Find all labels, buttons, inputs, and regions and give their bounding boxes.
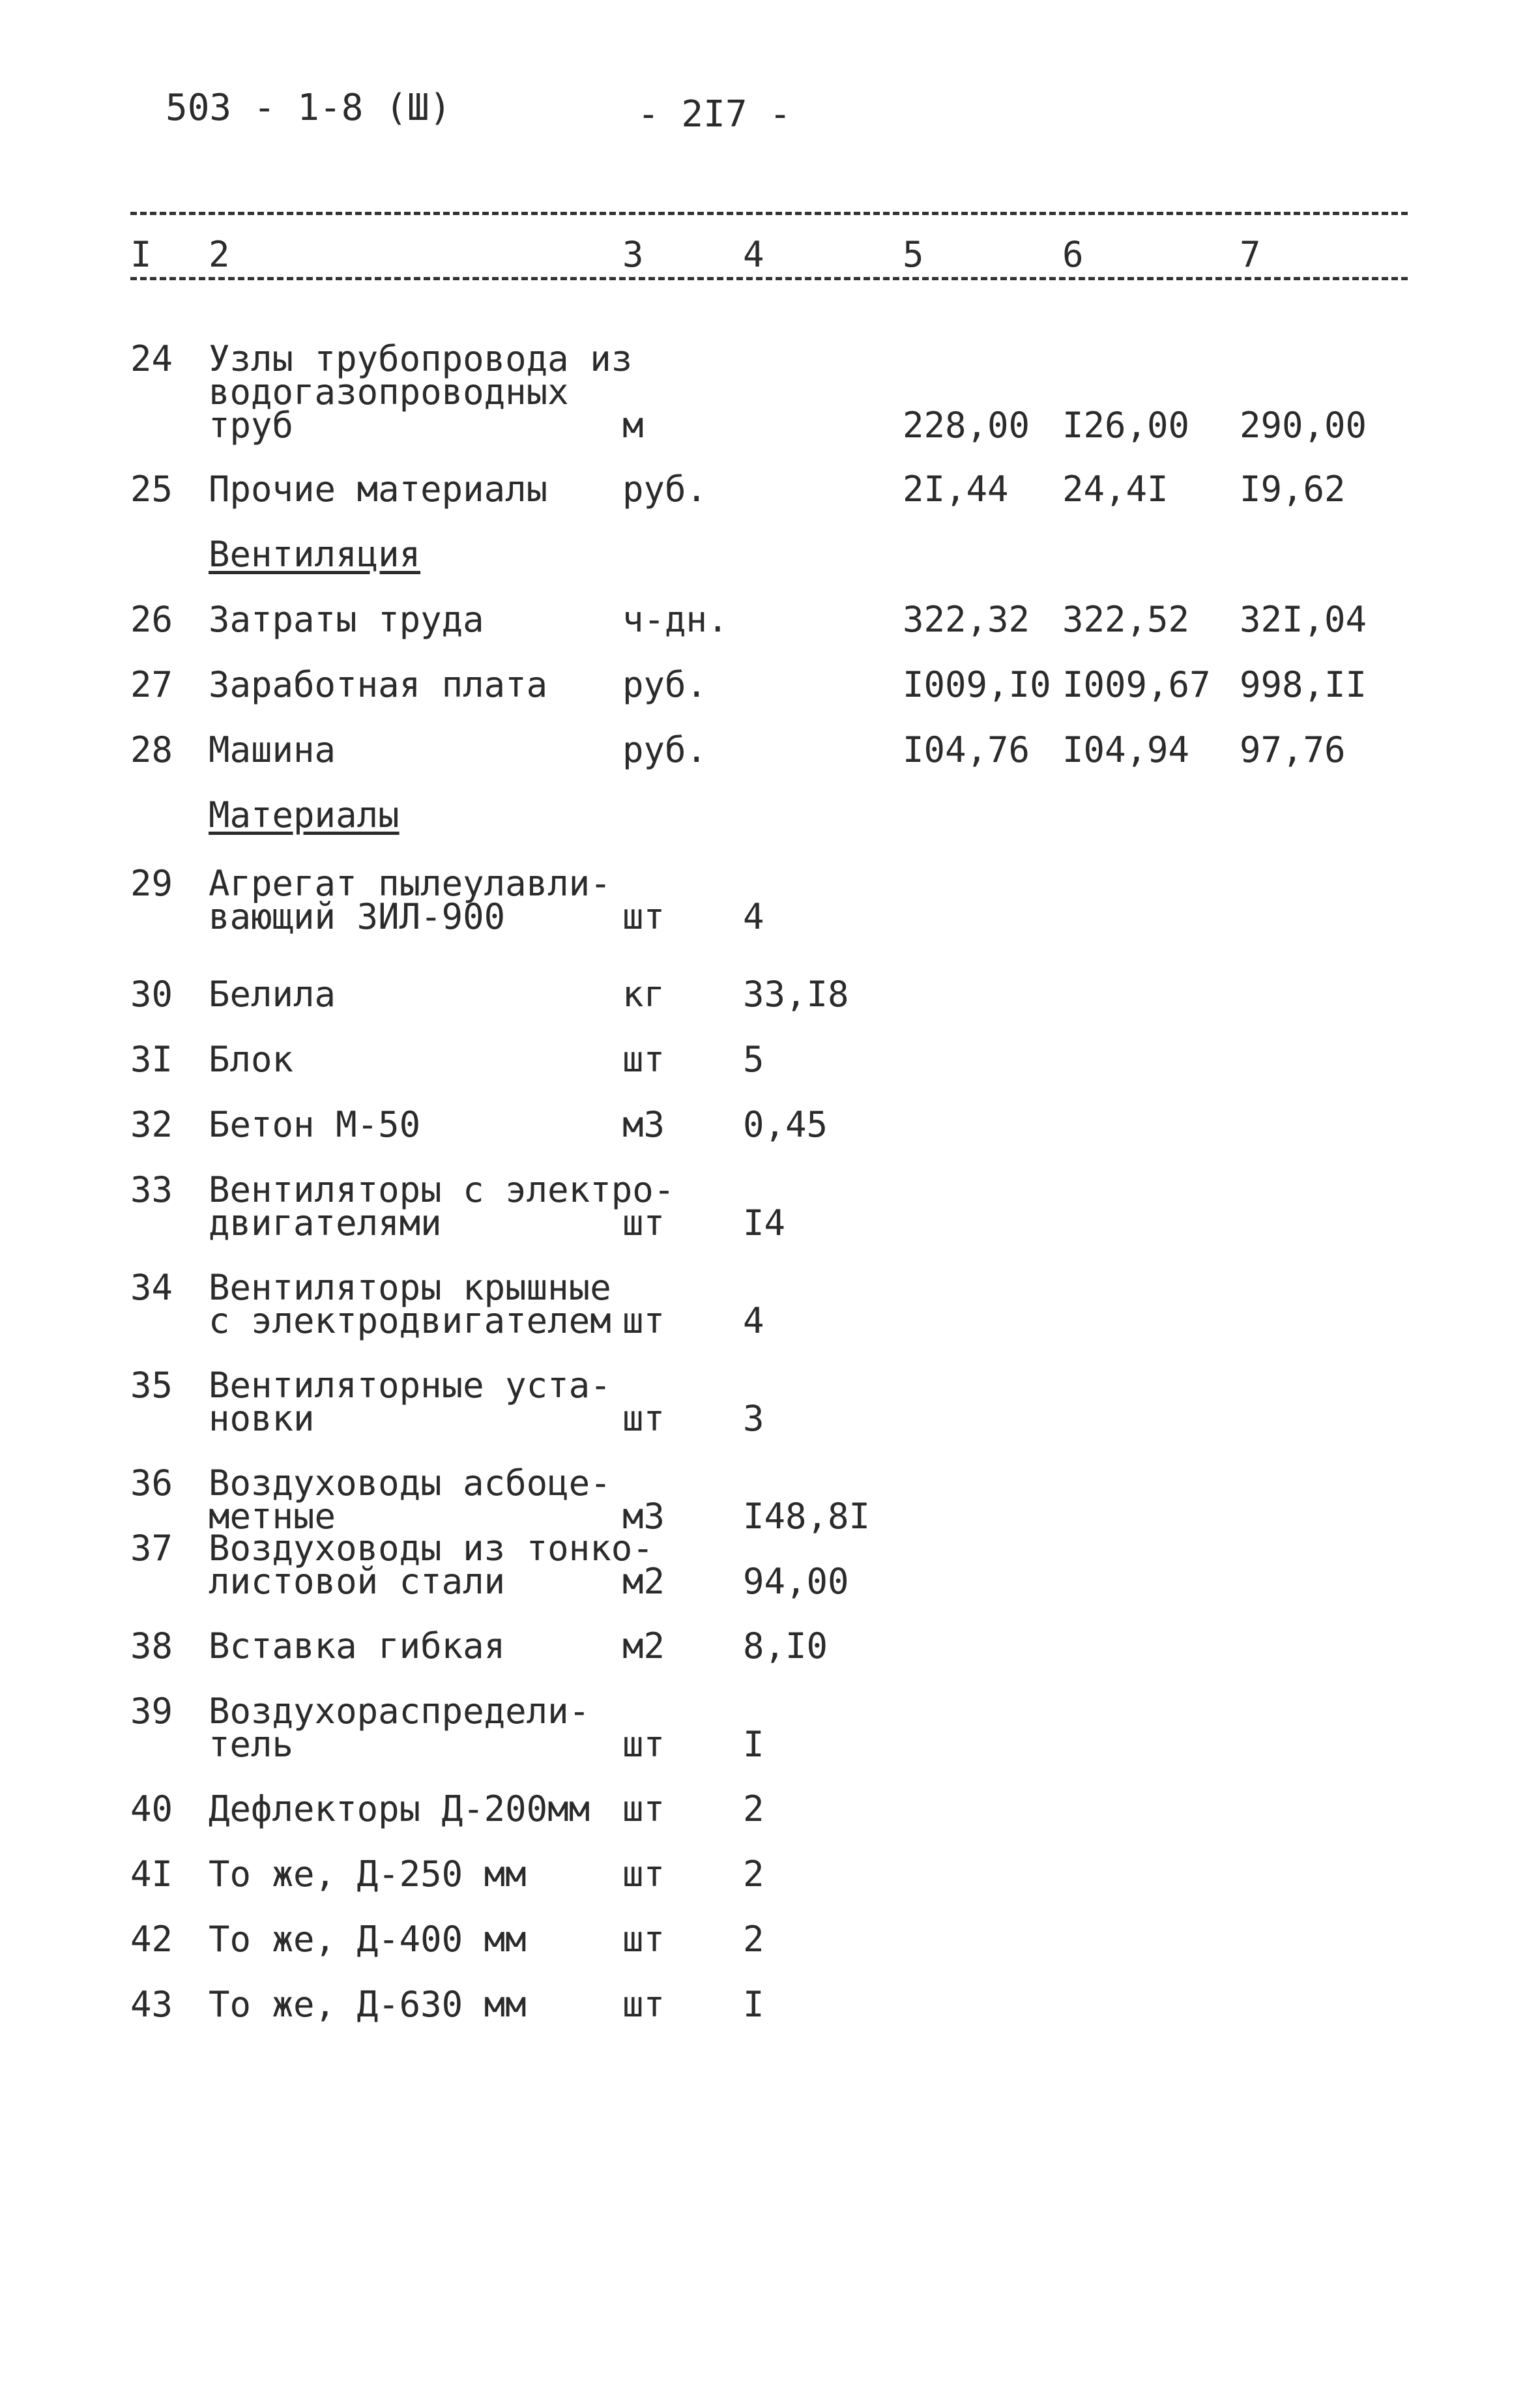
- row-name-line: Дефлекторы Д-200мм: [209, 1788, 590, 1829]
- row-number: 4I: [130, 1854, 173, 1895]
- header-dashed-rule: [130, 277, 1408, 280]
- row-unit: кг: [622, 974, 665, 1015]
- row-number: 40: [130, 1788, 173, 1829]
- row-number: 28: [130, 729, 173, 770]
- row-name-line: тель: [209, 1724, 294, 1765]
- row-name-line: метные: [209, 1496, 336, 1537]
- row-value-c5: 322,32: [903, 599, 1030, 640]
- row-quantity: 2: [743, 1854, 764, 1895]
- row-quantity: I4: [743, 1202, 786, 1244]
- row-name-line: Вентиляторы крышные: [209, 1267, 611, 1308]
- row-name: [209, 1104, 421, 1145]
- row-name-line: Вставка гибкая: [209, 1625, 506, 1666]
- section-title-ventilation: Вентиляция: [209, 534, 421, 575]
- column-header-4: 4: [743, 234, 764, 275]
- row-name-line: Заработная плата: [209, 664, 548, 705]
- row-name-line: То же, Д-250 мм: [209, 1854, 527, 1895]
- row-name-line: Вентиляторные уста-: [209, 1365, 611, 1406]
- column-header-7: 7: [1240, 234, 1261, 275]
- row-name-line: с электродвигателем: [209, 1300, 611, 1341]
- row-quantity: 8,I0: [743, 1625, 828, 1666]
- row-name-line: листовой стали: [209, 1561, 506, 1602]
- column-header-1: I: [130, 234, 152, 275]
- row-unit: руб.: [622, 664, 708, 705]
- row-name: [209, 1462, 611, 1537]
- row-quantity: 3: [743, 1398, 764, 1439]
- row-unit: шт: [622, 1788, 665, 1829]
- row-value-c5: I04,76: [903, 729, 1030, 770]
- row-number: 25: [130, 469, 173, 510]
- row-unit: руб.: [622, 729, 708, 770]
- row-name-line: вающий ЗИЛ-900: [209, 896, 506, 937]
- row-name: [209, 729, 336, 770]
- row-unit: шт: [622, 896, 665, 937]
- row-name-line: Машина: [209, 729, 336, 770]
- row-name-line: Воздуховоды асбоце-: [209, 1462, 611, 1504]
- row-quantity: I48,8I: [743, 1496, 871, 1537]
- row-name-line: труб: [209, 405, 294, 446]
- row-value-c6: I04,94: [1062, 729, 1190, 770]
- row-number: 27: [130, 664, 173, 705]
- row-unit: руб.: [622, 469, 708, 510]
- row-value-c7: 290,00: [1240, 405, 1367, 446]
- row-number: 42: [130, 1919, 173, 1960]
- row-unit: м: [622, 405, 644, 446]
- row-quantity: 4: [743, 1300, 764, 1341]
- row-number: 26: [130, 599, 173, 640]
- row-name: [209, 1528, 654, 1602]
- row-quantity: 33,I8: [743, 974, 849, 1015]
- row-name-line: Воздуховоды из тонко-: [209, 1528, 654, 1569]
- row-number: 43: [130, 1984, 173, 2025]
- row-name: [209, 1854, 527, 1895]
- row-number: 24: [130, 338, 173, 379]
- row-value-c7: 998,II: [1240, 664, 1367, 705]
- row-name: [209, 1919, 527, 1960]
- row-name-line: То же, Д-630 мм: [209, 1984, 527, 2025]
- row-number: 37: [130, 1528, 173, 1569]
- row-unit: м3: [622, 1496, 665, 1537]
- column-header-row: [0, 234, 1540, 277]
- column-header-2: 2: [209, 234, 230, 275]
- row-name-line: Блок: [209, 1039, 294, 1080]
- row-number: 33: [130, 1169, 173, 1210]
- row-value-c5: 2I,44: [903, 469, 1009, 510]
- row-name: [209, 1267, 611, 1341]
- row-name: [209, 974, 336, 1015]
- row-quantity: 4: [743, 896, 764, 937]
- row-name: [209, 1984, 527, 2025]
- row-number: 32: [130, 1104, 173, 1145]
- row-value-c6: I26,00: [1062, 405, 1190, 446]
- row-name-line: Агрегат пылеулавли-: [209, 863, 611, 904]
- row-name: [209, 599, 484, 640]
- row-name: [209, 1169, 675, 1244]
- row-name-line: новки: [209, 1398, 315, 1439]
- row-number: 38: [130, 1625, 173, 1666]
- document-code: 503 - 1-8 (Ш): [166, 87, 452, 129]
- row-value-c6: 24,4I: [1062, 469, 1169, 510]
- row-unit: м2: [622, 1561, 665, 1602]
- row-unit: шт: [622, 1854, 665, 1895]
- row-name-line: То же, Д-400 мм: [209, 1919, 527, 1960]
- row-name-line: Бетон М-50: [209, 1104, 421, 1145]
- row-name-line: двигателями: [209, 1202, 442, 1244]
- row-quantity: 0,45: [743, 1104, 828, 1145]
- row-quantity: 94,00: [743, 1561, 849, 1602]
- row-number: 34: [130, 1267, 173, 1308]
- row-name: [209, 1365, 611, 1439]
- row-name-line: Узлы трубопровода из: [209, 338, 633, 379]
- row-quantity: I: [743, 1724, 764, 1765]
- row-unit: шт: [622, 1202, 665, 1244]
- row-unit: шт: [622, 1919, 665, 1960]
- row-name: [209, 1039, 294, 1080]
- row-name: [209, 338, 633, 446]
- row-name: [209, 1788, 590, 1829]
- row-unit: м3: [622, 1104, 665, 1145]
- page-number: - 2I7 -: [637, 93, 792, 136]
- row-unit: м2: [622, 1625, 665, 1666]
- column-header-3: 3: [622, 234, 644, 275]
- row-name: [209, 863, 611, 937]
- column-header-6: 6: [1062, 234, 1084, 275]
- row-value-c7: I9,62: [1240, 469, 1346, 510]
- row-quantity: I: [743, 1984, 764, 2025]
- row-value-c7: 97,76: [1240, 729, 1346, 770]
- row-name-line: Затраты труда: [209, 599, 484, 640]
- row-name-line: Вентиляторы с электро-: [209, 1169, 675, 1210]
- row-name: [209, 664, 548, 705]
- top-dashed-rule: [130, 212, 1408, 215]
- row-quantity: 2: [743, 1919, 764, 1960]
- row-name-line: водогазопроводных: [209, 371, 569, 413]
- row-value-c7: 32I,04: [1240, 599, 1367, 640]
- row-number: 36: [130, 1462, 173, 1504]
- section-title-materials: Материалы: [209, 794, 400, 836]
- row-number: 35: [130, 1365, 173, 1406]
- row-value-c5: 228,00: [903, 405, 1030, 446]
- row-name: [209, 469, 548, 510]
- row-quantity: 5: [743, 1039, 764, 1080]
- row-name-line: Прочие материалы: [209, 469, 548, 510]
- row-unit: ч-дн.: [622, 599, 729, 640]
- row-number: 3I: [130, 1039, 173, 1080]
- row-name: [209, 1625, 506, 1666]
- row-unit: шт: [622, 1724, 665, 1765]
- row-unit: шт: [622, 1398, 665, 1439]
- row-value-c6: 322,52: [1062, 599, 1190, 640]
- row-name-line: Воздухораспредели-: [209, 1691, 590, 1732]
- row-unit: шт: [622, 1300, 665, 1341]
- row-quantity: 2: [743, 1788, 764, 1829]
- row-value-c6: I009,67: [1062, 664, 1211, 705]
- row-name: [209, 1691, 590, 1765]
- row-number: 39: [130, 1691, 173, 1732]
- row-name-line: Белила: [209, 974, 336, 1015]
- row-unit: шт: [622, 1039, 665, 1080]
- row-number: 29: [130, 863, 173, 904]
- row-number: 30: [130, 974, 173, 1015]
- row-value-c5: I009,I0: [903, 664, 1051, 705]
- row-unit: шт: [622, 1984, 665, 2025]
- column-header-5: 5: [903, 234, 924, 275]
